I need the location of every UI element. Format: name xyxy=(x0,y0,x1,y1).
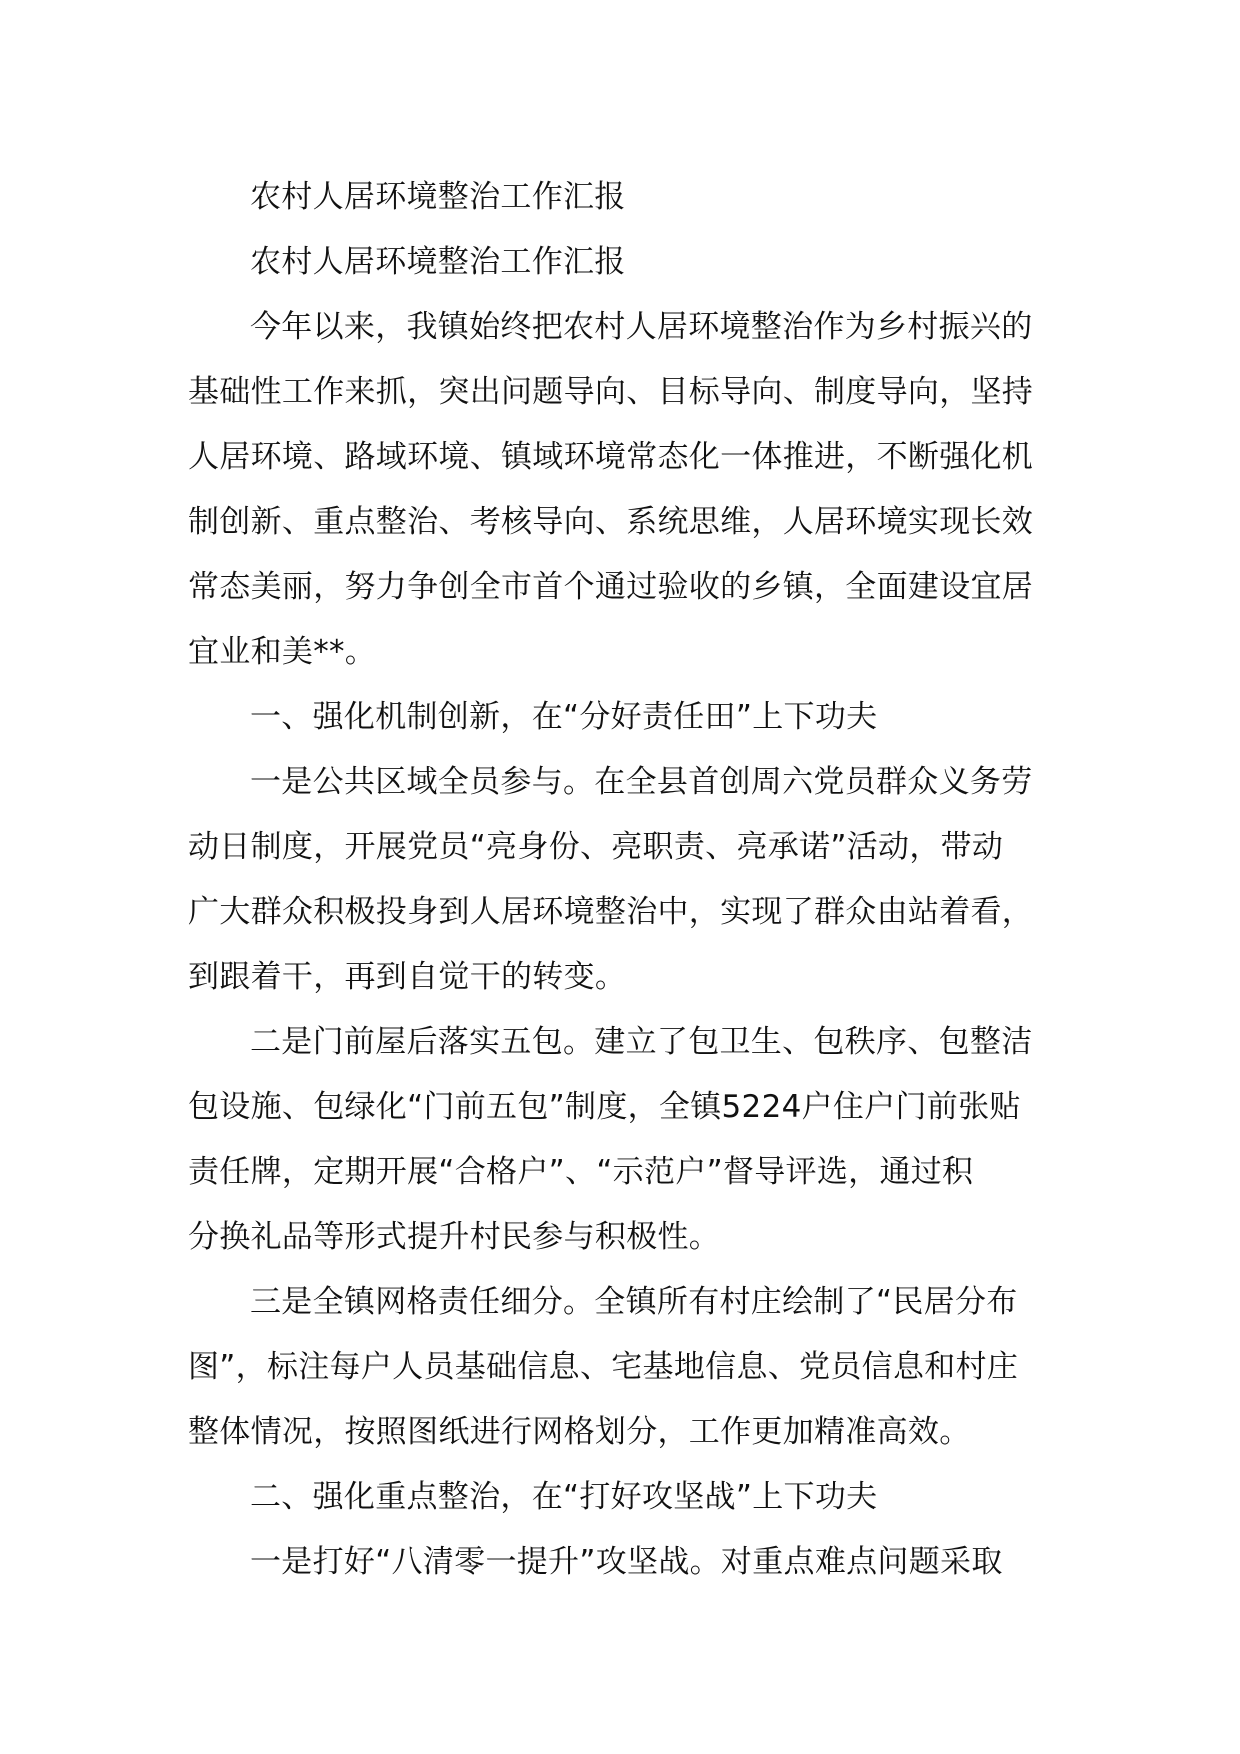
paragraph-line: 常态美丽，努力争创全市首个通过验收的乡镇，全面建设宜居 xyxy=(188,569,1034,605)
paragraph-line: 包设施、包绿化“门前五包”制度，全镇5224户住户门前张贴 xyxy=(188,1089,1021,1125)
paragraph-line: 整体情况，按照图纸进行网格划分，工作更加精准高效。 xyxy=(188,1414,971,1450)
paragraph-line: 分换礼品等形式提升村民参与积极性。 xyxy=(188,1219,721,1255)
paragraph-line: 广大群众积极投身到人居环境整治中，实现了群众由站着看， xyxy=(188,894,1034,930)
paragraph-line: 图”，标注每户人员基础信息、宅基地信息、党员信息和村庄 xyxy=(188,1349,1019,1385)
item-paragraph-2 xyxy=(188,1010,1056,1270)
section-heading-1: 一、强化机制创新，在“分好责任田”上下功夫 xyxy=(250,699,878,735)
paragraph-line: 责任牌，定期开展“合格户”、“示范户”督导评选，通过积 xyxy=(188,1154,974,1190)
section-heading-2: 二、强化重点整治，在“打好攻坚战”上下功夫 xyxy=(250,1479,878,1515)
paragraph-line: 三是全镇网格责任细分。全镇所有村庄绘制了“民居分布 xyxy=(250,1284,1018,1320)
document-title: 农村人居环境整治工作汇报 xyxy=(250,179,626,215)
paragraph-line: 制创新、重点整治、考核导向、系统思维，人居环境实现长效 xyxy=(188,504,1034,540)
item-paragraph-1 xyxy=(188,750,1056,1010)
paragraph-line: 宜业和美**。 xyxy=(188,634,377,670)
paragraph-line: 二是门前屋后落实五包。建立了包卫生、包秩序、包整洁 xyxy=(250,1024,1033,1060)
document-page xyxy=(188,165,1056,1595)
paragraph-line: 一是打好“八清零一提升”攻坚战。对重点难点问题采取 xyxy=(250,1544,1003,1580)
paragraph-line: 一是公共区域全员参与。在全县首创周六党员群众义务劳 xyxy=(250,764,1033,800)
item-paragraph-3 xyxy=(188,1270,1056,1465)
intro-paragraph xyxy=(188,295,1056,685)
paragraph-line: 人居环境、路域环境、镇域环境常态化一体推进，不断强化机 xyxy=(188,439,1034,475)
document-subtitle: 农村人居环境整治工作汇报 xyxy=(250,244,626,280)
paragraph-line: 今年以来，我镇始终把农村人居环境整治作为乡村振兴的 xyxy=(250,309,1033,345)
item-paragraph-4 xyxy=(188,1530,1056,1595)
paragraph-line: 到跟着干，再到自觉干的转变。 xyxy=(188,959,627,995)
paragraph-line: 基础性工作来抓，突出问题导向、目标导向、制度导向，坚持 xyxy=(188,374,1034,410)
paragraph-line: 动日制度，开展党员“亮身份、亮职责、亮承诺”活动，带动 xyxy=(188,829,1004,865)
